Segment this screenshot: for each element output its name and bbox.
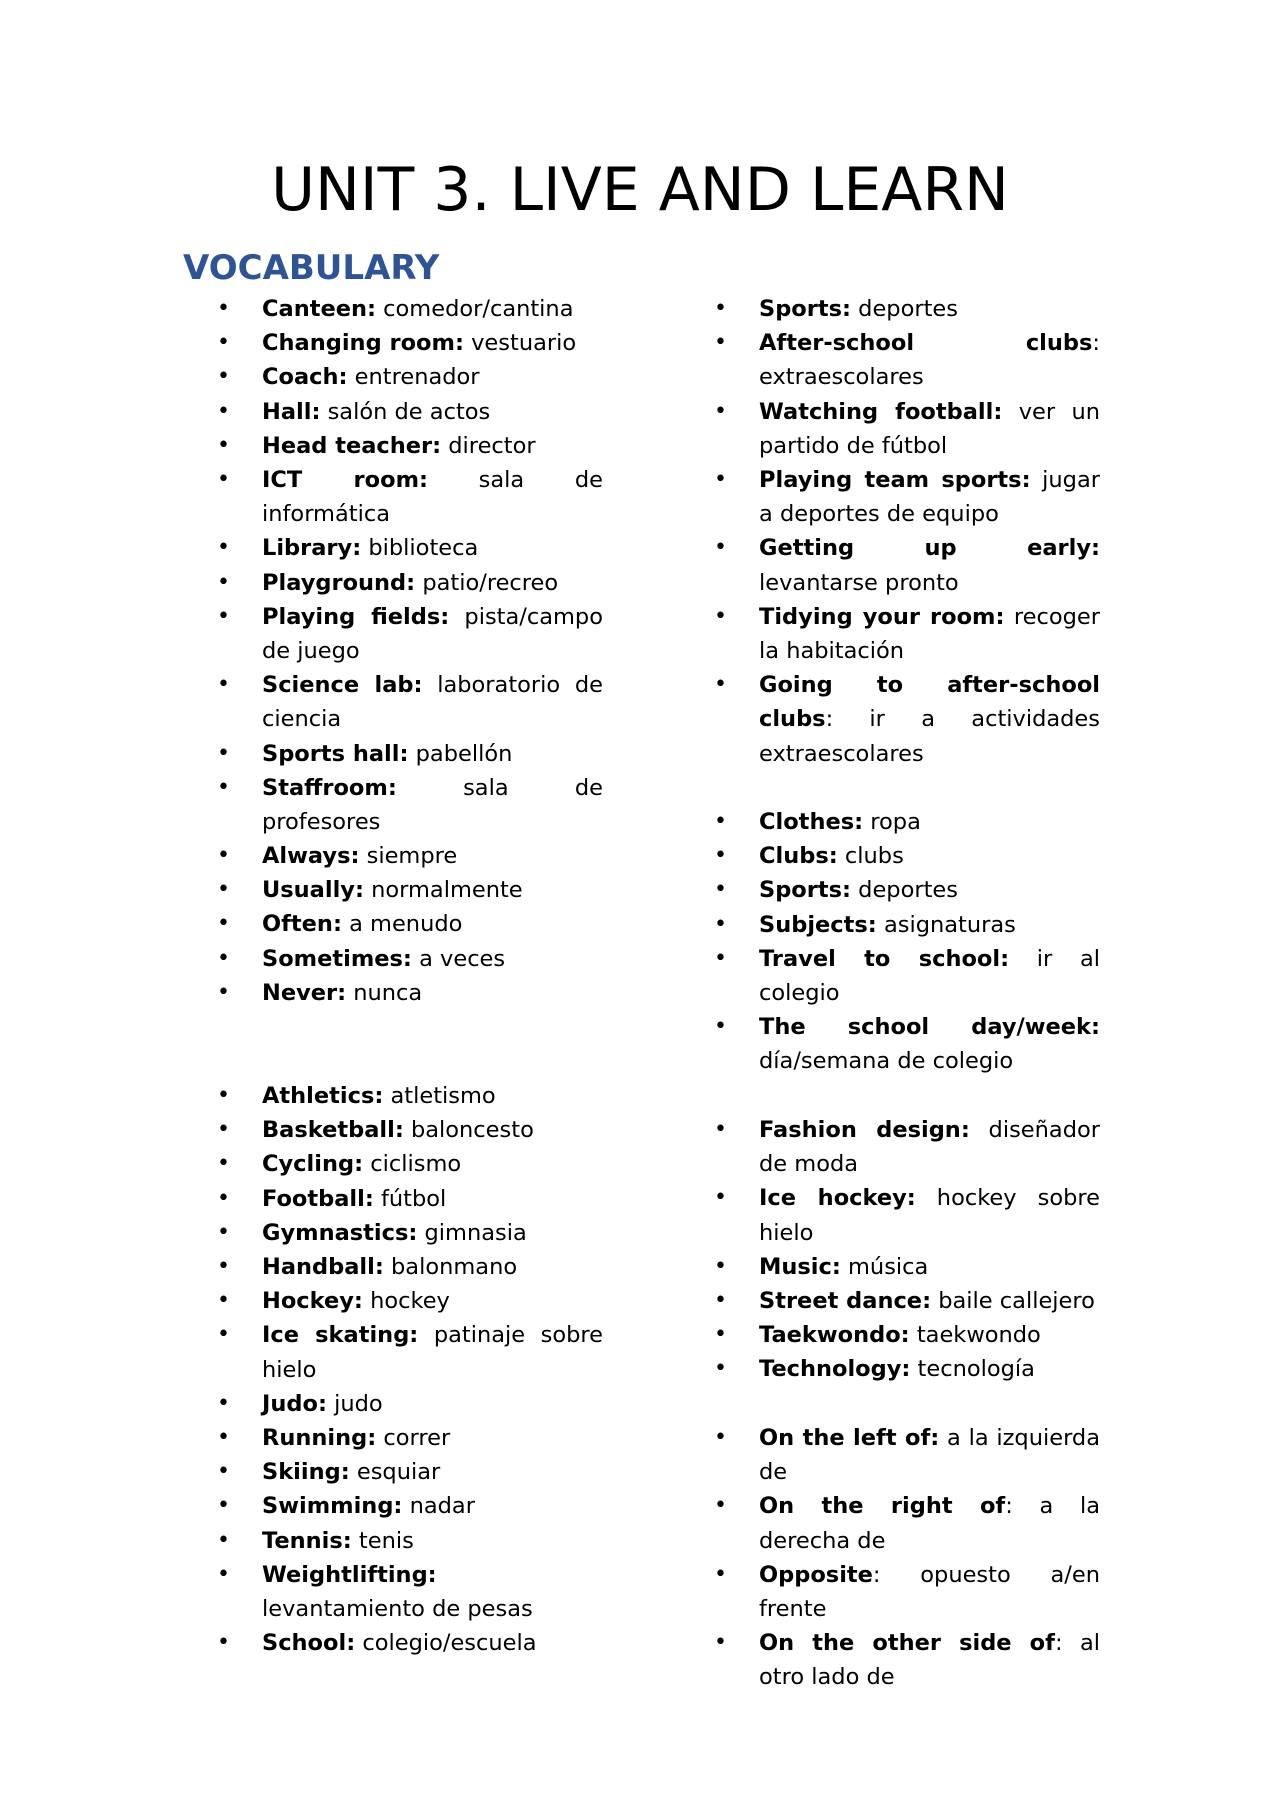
term: Athletics: [262, 1083, 384, 1109]
term: Ice skating: [262, 1322, 419, 1349]
list-item [714, 463, 1100, 531]
list-item [714, 600, 1100, 668]
translation: levantarse pronto [759, 569, 959, 596]
list-item [217, 668, 603, 736]
term: Football: [262, 1185, 374, 1212]
translation: sala de profesores [262, 774, 603, 836]
translation: levantamiento de pesas [262, 1596, 533, 1623]
list-item [217, 1524, 603, 1558]
term: Tidying your room: [759, 603, 1005, 630]
school-places-list [217, 292, 603, 839]
translation: balonmano [383, 1254, 518, 1281]
list-item [714, 839, 1100, 873]
translation: gimnasia [417, 1219, 527, 1246]
list-item [217, 839, 603, 873]
term: Travel to school: [759, 945, 1010, 972]
term: Never: [262, 979, 347, 1006]
term: Usually: [262, 877, 364, 904]
translation: nunca [346, 979, 423, 1006]
vocabulary-heading: VOCABULARY [183, 248, 440, 288]
list-item [714, 1250, 1100, 1284]
list-item [217, 1455, 603, 1489]
list-item [217, 1558, 603, 1626]
list-item [217, 566, 603, 600]
term: Canteen: [262, 296, 377, 322]
translation: colegio/escuela [355, 1630, 537, 1657]
list-item [217, 429, 603, 463]
translation: nadar [402, 1493, 475, 1520]
translation: ropa [863, 809, 921, 835]
term: Head teacher: [262, 432, 442, 459]
list-item [217, 1489, 603, 1523]
list-item [714, 1284, 1100, 1318]
list-item [217, 463, 603, 531]
translation: : al otro lado de [759, 1630, 1100, 1691]
translation: biblioteca [361, 535, 479, 562]
list-item [714, 873, 1100, 907]
list-item [217, 1182, 603, 1216]
translation: atletismo [383, 1083, 496, 1109]
translation: clubs [837, 843, 904, 870]
term: Street dance: [759, 1288, 932, 1315]
term: School: [262, 1630, 356, 1657]
translation: judo [326, 1390, 383, 1417]
term: Library: [262, 535, 362, 562]
list-item [217, 1147, 603, 1181]
list-item [217, 1387, 603, 1421]
term: ICT room: [262, 467, 429, 494]
list-item [217, 737, 603, 771]
translation: a la izquierda de [759, 1425, 1100, 1486]
translation: música [840, 1253, 929, 1280]
term: Fashion design: [759, 1117, 970, 1143]
term: Sometimes: [262, 945, 412, 972]
translation: diseñador de moda [759, 1117, 1100, 1178]
translation: vestuario [463, 330, 577, 357]
term: Cycling: [262, 1151, 364, 1178]
translation: pista/campo de juego [262, 603, 603, 665]
term: Ice hockey: [759, 1185, 916, 1212]
term: Always: [262, 843, 360, 869]
term: Playing team sports: [759, 467, 1031, 494]
list-item [714, 1489, 1100, 1557]
translation: ciclismo [363, 1151, 462, 1178]
translation: deportes [851, 296, 958, 322]
translation: comedor/cantina [376, 296, 574, 322]
list-item [217, 600, 603, 668]
translation: pabellón [408, 740, 513, 767]
list-item [217, 907, 603, 941]
list-item [217, 1113, 603, 1147]
translation: taekwondo [909, 1322, 1041, 1349]
translation: hockey sobre hielo [759, 1185, 1100, 1246]
frequency-list [217, 839, 603, 1010]
translation: día/semana de colegio [759, 1048, 1014, 1075]
list-item [217, 1626, 603, 1660]
list-item [714, 908, 1100, 942]
term: Handball: [262, 1254, 384, 1281]
clubs-list [714, 1113, 1100, 1387]
list-item [714, 1113, 1100, 1181]
translation: ver un partido de fútbol [759, 398, 1100, 459]
list-item [217, 976, 603, 1010]
list-item [714, 942, 1100, 1010]
translation: : opuesto a/en frente [759, 1561, 1100, 1623]
term: Gymnastics: [262, 1219, 418, 1246]
translation: deportes [851, 877, 958, 904]
list-item [217, 942, 603, 976]
translation: esquiar [349, 1459, 441, 1486]
term: Clubs: [759, 843, 838, 870]
translation: a veces [411, 945, 506, 972]
term: On the right of [759, 1493, 1006, 1520]
translation: : ir a actividades extraescolares [759, 706, 1100, 767]
term: Tennis: [262, 1527, 352, 1554]
translation: sala de informática [262, 467, 603, 528]
translation: fútbol [373, 1185, 447, 1212]
term: Science lab: [262, 672, 423, 699]
term: Basketball: [262, 1117, 404, 1144]
term: Often: [262, 911, 342, 938]
term: Watching football: [759, 398, 1003, 425]
term: Hockey: [262, 1288, 363, 1315]
list-item [714, 395, 1100, 463]
list-item [714, 326, 1100, 394]
term: The school day/week: [759, 1014, 1100, 1041]
term: Coach: [262, 364, 348, 391]
translation: entrenador [347, 364, 480, 391]
list-item [217, 1250, 603, 1284]
translation: director [441, 432, 536, 459]
term: Music: [759, 1253, 841, 1280]
term: Taekwondo: [759, 1322, 910, 1349]
prepositions-list [714, 1421, 1100, 1695]
list-item [217, 1079, 603, 1113]
activities-list [714, 292, 1100, 771]
list-item [714, 1421, 1100, 1489]
list-item [217, 326, 603, 360]
list-item [217, 531, 603, 565]
translation: laboratorio de ciencia [262, 672, 603, 733]
term: Technology: [759, 1356, 911, 1383]
term: Clothes: [759, 809, 864, 835]
list-item [714, 805, 1100, 839]
translation: tenis [351, 1527, 414, 1554]
term: After-school clubs [759, 330, 1093, 357]
term: Running: [262, 1425, 377, 1452]
list-item [714, 1558, 1100, 1626]
term: On the left of: [759, 1425, 940, 1451]
translation: : extraescolares [759, 330, 1100, 391]
list-item [217, 873, 603, 907]
translation: : a la derecha de [759, 1493, 1100, 1554]
term: Staffroom: [262, 774, 397, 801]
list-item [714, 292, 1100, 326]
translation: jugar a deportes de equipo [759, 467, 1100, 528]
list-item [217, 1421, 603, 1455]
term: Getting up early: [759, 535, 1100, 562]
term: Sports: [759, 877, 852, 904]
translation: patio/recreo [415, 569, 559, 596]
translation: siempre [359, 843, 458, 869]
list-item [714, 1010, 1100, 1078]
translation: a menudo [341, 911, 463, 938]
translation: patinaje sobre hielo [262, 1322, 603, 1383]
list-item [217, 1284, 603, 1318]
term: Changing room: [262, 330, 464, 357]
list-item [714, 1352, 1100, 1386]
translation: hockey [362, 1288, 450, 1315]
translation: ir al colegio [759, 945, 1100, 1007]
term: On the other side of [759, 1630, 1055, 1657]
translation: tecnología [910, 1356, 1035, 1383]
term: Hall: [262, 398, 321, 425]
term: Weightlifting: [262, 1561, 437, 1588]
list-item [217, 292, 603, 326]
term: Going to after-school clubs [759, 672, 1100, 733]
list-item [217, 1216, 603, 1250]
term: Sports hall: [262, 740, 409, 767]
list-item [217, 395, 603, 429]
translation: normalmente [363, 877, 523, 904]
list-item [714, 1318, 1100, 1352]
translation: baloncesto [403, 1117, 534, 1144]
term: Playing fields: [262, 603, 450, 630]
term: Opposite [759, 1561, 873, 1588]
term: Skiing: [262, 1459, 350, 1486]
term: Judo: [262, 1390, 327, 1417]
translation: asignaturas [876, 911, 1016, 938]
list-item [714, 1181, 1100, 1249]
term: Playground: [262, 569, 416, 596]
translation: salón de actos [320, 398, 491, 425]
list-item [714, 1626, 1100, 1694]
list-item [714, 668, 1100, 771]
translation: recoger la habitación [759, 603, 1100, 665]
list-item [217, 771, 603, 839]
translation: baile callejero [931, 1288, 1095, 1315]
sports-list [217, 1079, 603, 1660]
term: Swimming: [262, 1493, 403, 1520]
translation: correr [376, 1425, 451, 1452]
school-topics-list [714, 805, 1100, 1079]
page-title: UNIT 3. LIVE AND LEARN [271, 155, 1009, 225]
term: Subjects: [759, 911, 877, 938]
list-item [217, 360, 603, 394]
list-item [714, 531, 1100, 599]
term: Sports: [759, 296, 852, 322]
list-item [217, 1318, 603, 1386]
